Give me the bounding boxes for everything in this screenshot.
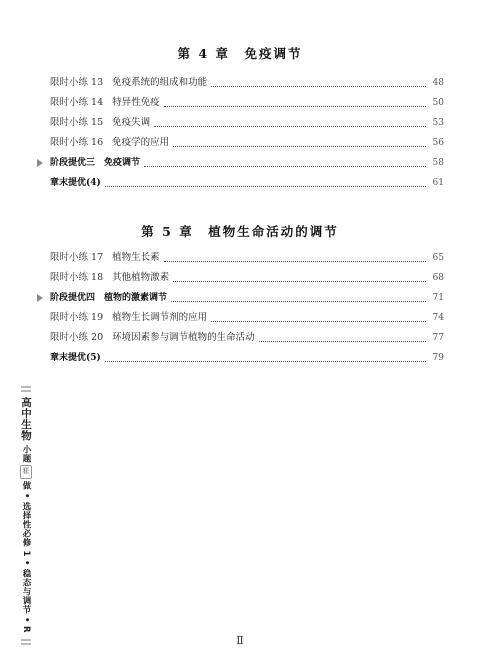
toc-entry-label: 限时小练 15 [50,117,104,128]
toc-entry-page: 56 [432,138,444,148]
spine-topic: 稳态与调节 [21,568,31,614]
toc-entry-label: 限时小练 20 [50,332,104,343]
toc-entry-page: 77 [432,333,444,343]
dot-leader [105,186,426,187]
spine-series-text: 小题 [21,445,31,463]
dot-leader [144,166,426,167]
dot-leader [154,126,426,127]
toc-entry-page: 74 [432,313,444,323]
spine-separator-dot: • [21,616,31,623]
toc-entry-label: 阶段提优三 [50,158,96,168]
toc-entry-title: 免疫调节 [104,158,141,168]
spine-logo: 狂 [20,465,32,479]
toc-entry-label: 限时小练 17 [50,252,104,263]
toc-entry[interactable] [50,76,444,90]
dot-leader [164,106,426,107]
toc-entry-label: 限时小练 18 [50,272,104,283]
toc-entry-stage-review[interactable] [50,156,444,170]
triangle-marker-icon [37,294,43,302]
toc-entry-label: 限时小练 19 [50,312,104,323]
toc-entry[interactable] [50,136,444,150]
book-spine-label [20,385,32,646]
dot-leader [173,146,426,147]
toc-entry-title: 植物的激素调节 [104,293,168,303]
toc-entry-page: 65 [432,253,444,263]
chapter-5-title: 第 5 章 植物生命活动的调节 [141,224,339,239]
dot-leader [211,86,426,87]
toc-entry-label: 限时小练 16 [50,137,104,148]
toc-entry-page: 71 [432,293,444,303]
toc-entry-page: 48 [432,78,444,88]
toc-entry-chapter-review[interactable] [50,351,444,365]
dot-leader [171,301,426,302]
toc-entry-label: 限时小练 13 [50,77,104,88]
toc-entry-title: 免疫系统的组成和功能 [112,77,208,88]
spine-edition: R [21,625,31,633]
spine-decor-bar [21,386,31,388]
toc-entry-page: 79 [432,353,444,363]
toc-entry[interactable] [50,116,444,130]
toc-entry[interactable] [50,331,444,345]
chapter-4-title: 第 4 章 免疫调节 [177,46,303,61]
toc-entry[interactable] [50,271,444,285]
toc-entry-title: 其他植物激素 [112,272,170,283]
toc-entry[interactable] [50,251,444,265]
spine-subject: 高中生物 [20,397,32,441]
spine-volume: 选择性必修 1 [21,501,31,557]
dot-leader [211,321,426,322]
page-number: Ⅱ [236,634,244,647]
spine-series-text: 做 [21,481,31,490]
toc-entry-page: 61 [432,178,444,188]
dot-leader [173,281,426,282]
toc-entry-label: 阶段提优四 [50,293,96,303]
toc-entry-chapter-review[interactable] [50,176,444,190]
toc-entry-title: 植物生长调节剂的应用 [112,312,208,323]
dot-leader [259,341,426,342]
toc-entry-title: 植物生长素 [112,252,160,263]
toc-entry-page: 50 [432,98,444,108]
toc-entry-title: 特异性免疫 [112,97,160,108]
triangle-marker-icon [37,159,43,167]
toc-entry-label: 章末提优(5) [50,353,101,363]
toc-entry[interactable] [50,311,444,325]
toc-entry-page: 58 [432,158,444,168]
toc-entry-title: 免疫失调 [112,117,151,128]
toc-entry-stage-review[interactable] [50,291,444,305]
dot-leader [164,261,426,262]
dot-leader [105,361,426,362]
spine-separator-dot: • [21,493,31,499]
toc-entry-page: 68 [432,273,444,283]
toc-entry-title: 免疫学的应用 [112,137,170,148]
spine-decor-bar [21,390,31,392]
toc-entry[interactable] [50,96,444,110]
toc-entry-label: 限时小练 14 [50,97,104,108]
toc-entry-title: 环境因素参与调节植物的生命活动 [112,332,255,343]
toc-entry-label: 章末提优(4) [50,178,101,188]
toc-entry-page: 53 [432,118,444,128]
spine-separator-dot: • [21,559,31,566]
